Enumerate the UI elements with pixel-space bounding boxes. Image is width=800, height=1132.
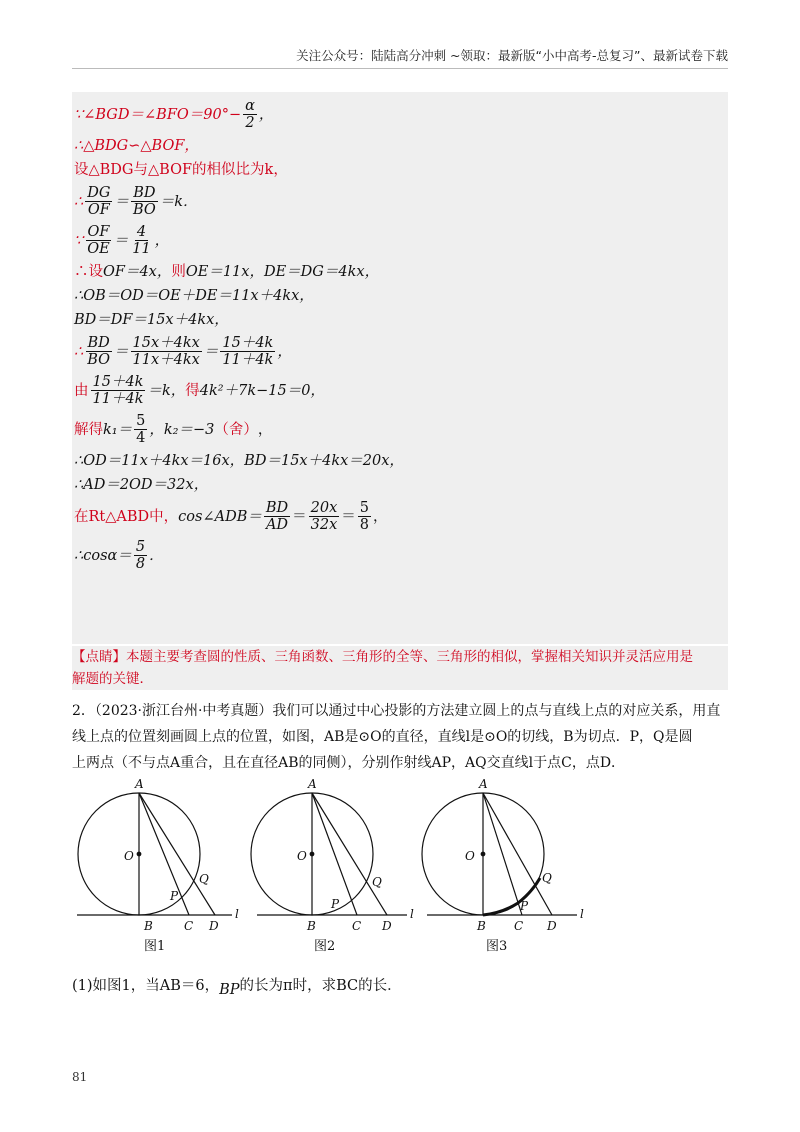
solution-block	[72, 92, 728, 644]
fraction: $\frac{BD}{BO}$	[87, 335, 111, 368]
fraction: $\frac{5}{8}$	[135, 539, 146, 572]
comment-block	[72, 646, 728, 690]
geometry-figures	[72, 770, 592, 970]
caption-figure-1: 图1	[144, 939, 166, 954]
label-l: l	[235, 907, 239, 921]
fraction: $\frac{15x+4kx}{11x+4kx}$	[132, 335, 200, 368]
label-l: l	[580, 907, 584, 921]
step-1-text: ∵∠BGD＝∠BFO＝90°−	[74, 106, 242, 123]
label-q: Q	[372, 875, 382, 889]
label-d: D	[209, 919, 219, 933]
step-11: 解得 k₁＝ $\frac{5}{4}$ ，k₂＝−3 （舍） ，	[74, 413, 273, 446]
label-c: C	[352, 919, 362, 933]
arc-notation: BP	[219, 982, 240, 998]
fraction: $\frac{BD}{BO}$	[132, 185, 156, 218]
comment-line-1: 【点睛】本题主要考查圆的性质、三角函数、三角形的全等、三角形的相似，掌握相关知识并灵活应用是	[72, 649, 693, 665]
header-divider	[72, 68, 728, 69]
step-4: ∴ $\frac{DG}{OF}$ ＝ $\frac{BD}{BO}$ ＝k．	[74, 185, 198, 218]
question-1: (1)如图1，当AB＝6，BP的长为π时，求BC的长．	[72, 978, 402, 998]
fraction: $\frac{DG}{OF}$	[87, 185, 111, 218]
figure-1	[77, 793, 232, 915]
label-a: A	[135, 777, 144, 791]
label-a: A	[308, 777, 317, 791]
center-dot	[137, 852, 141, 856]
fraction: $\frac{4}{11}$	[132, 224, 151, 257]
step-10: 由 $\frac{15+4k}{11+4k}$ ＝k， 得 4k²＋7k−15＝0，	[74, 374, 325, 407]
label-a: A	[479, 777, 488, 791]
label-c: C	[514, 919, 524, 933]
figure-2	[251, 793, 407, 915]
problem-line-1: 2．（2023·浙江台州·中考真题）我们可以通过中心投影的方法建立圆上的点与直线上点的对应关系，用直	[72, 703, 721, 719]
label-b: B	[307, 919, 316, 933]
step-3: 设△BDG与△BOF的相似比为k，	[74, 162, 288, 178]
fraction: $\frac{20x}{32x}$	[310, 500, 338, 533]
label-p: P	[170, 889, 179, 903]
step-6: ∴设 OF＝4x， 则 OE＝11x，DE＝DG＝4kx，	[74, 264, 380, 280]
label-b: B	[477, 919, 486, 933]
step-5: ∵ $\frac{OF}{OE}$ ＝ $\frac{4}{11}$ ，	[74, 224, 170, 257]
label-o: O	[465, 849, 475, 863]
center-dot	[310, 852, 314, 856]
point-labels	[124, 777, 584, 933]
label-o: O	[124, 849, 134, 863]
caption-figure-3: 图3	[486, 939, 508, 954]
fraction: $\frac{5}{8}$	[359, 500, 370, 533]
figure-3	[422, 793, 577, 915]
label-d: D	[382, 919, 392, 933]
label-q: Q	[542, 871, 552, 885]
fraction: $\frac{15+4k}{11+4k}$	[92, 374, 144, 407]
step-7: ∴OB＝OD＝OE＋DE＝11x＋4kx，	[74, 288, 314, 304]
label-q: Q	[199, 872, 209, 886]
page-header: 关注公众号：陆陆高分冲刺 ~领取：最新版“小中高考-总复习”、最新试卷下载	[296, 48, 728, 63]
label-d: D	[547, 919, 557, 933]
step-9: ∴ $\frac{BD}{BO}$ ＝ $\frac{15x+4kx}{11x+4kx}$ ＝ $\frac{15+4k}{11+4k}$ ，	[74, 335, 292, 368]
label-b: B	[144, 919, 153, 933]
ray-ac	[139, 793, 189, 915]
step-14: 在Rt△ABD中， cos∠ADB＝ $\frac{BD}{AD}$ ＝ $\frac{20x}{32x}$ ＝ $\frac{5}{8}$ ，	[74, 500, 388, 533]
fraction: $\frac{\alpha}{2}$	[245, 98, 255, 131]
problem-statement	[72, 698, 728, 776]
comment-line-2: 解题的关键．	[72, 671, 153, 687]
ray-ac	[483, 793, 522, 915]
label-o: O	[297, 849, 307, 863]
center-dot	[481, 852, 485, 856]
step-2: ∴△BDG∽△BOF，	[74, 138, 199, 154]
label-c: C	[184, 919, 194, 933]
step-12: ∴OD＝11x＋4kx＝16x，BD＝15x＋4kx＝20x，	[74, 453, 404, 469]
step-8: BD＝DF＝15x＋4kx，	[74, 312, 229, 328]
step-15: ∴cosα＝ $\frac{5}{8}$ ．	[74, 539, 164, 572]
problem-line-2: 线上点的位置刻画圆上点的位置，如图，AB是⊙O的直径，直线l是⊙O的切线，B为切点．P，Q是圆	[72, 729, 693, 745]
ray-ad	[483, 793, 552, 915]
problem-line-3: 上两点（不与点A重合，且在直径AB的同侧），分别作射线AP，AQ交直线l于点C，点D．	[72, 755, 626, 771]
page-number: 81	[72, 1070, 88, 1084]
fraction: $\frac{OF}{OE}$	[87, 224, 110, 257]
label-l: l	[410, 907, 414, 921]
ray-ad	[312, 793, 387, 915]
fraction: $\frac{5}{4}$	[136, 413, 146, 446]
caption-figure-2: 图2	[314, 939, 336, 954]
figure-captions	[144, 939, 507, 954]
fraction: $\frac{BD}{AD}$	[265, 500, 289, 533]
label-p: P	[520, 899, 529, 913]
step-13: ∴AD＝2OD＝32x，	[74, 477, 209, 493]
fraction: $\frac{15+4k}{11+4k}$	[222, 335, 274, 368]
step-1: ∵∠BGD＝∠BFO＝90°− $\frac{\alpha}{2}$ ，	[74, 98, 274, 131]
label-p: P	[331, 897, 340, 911]
